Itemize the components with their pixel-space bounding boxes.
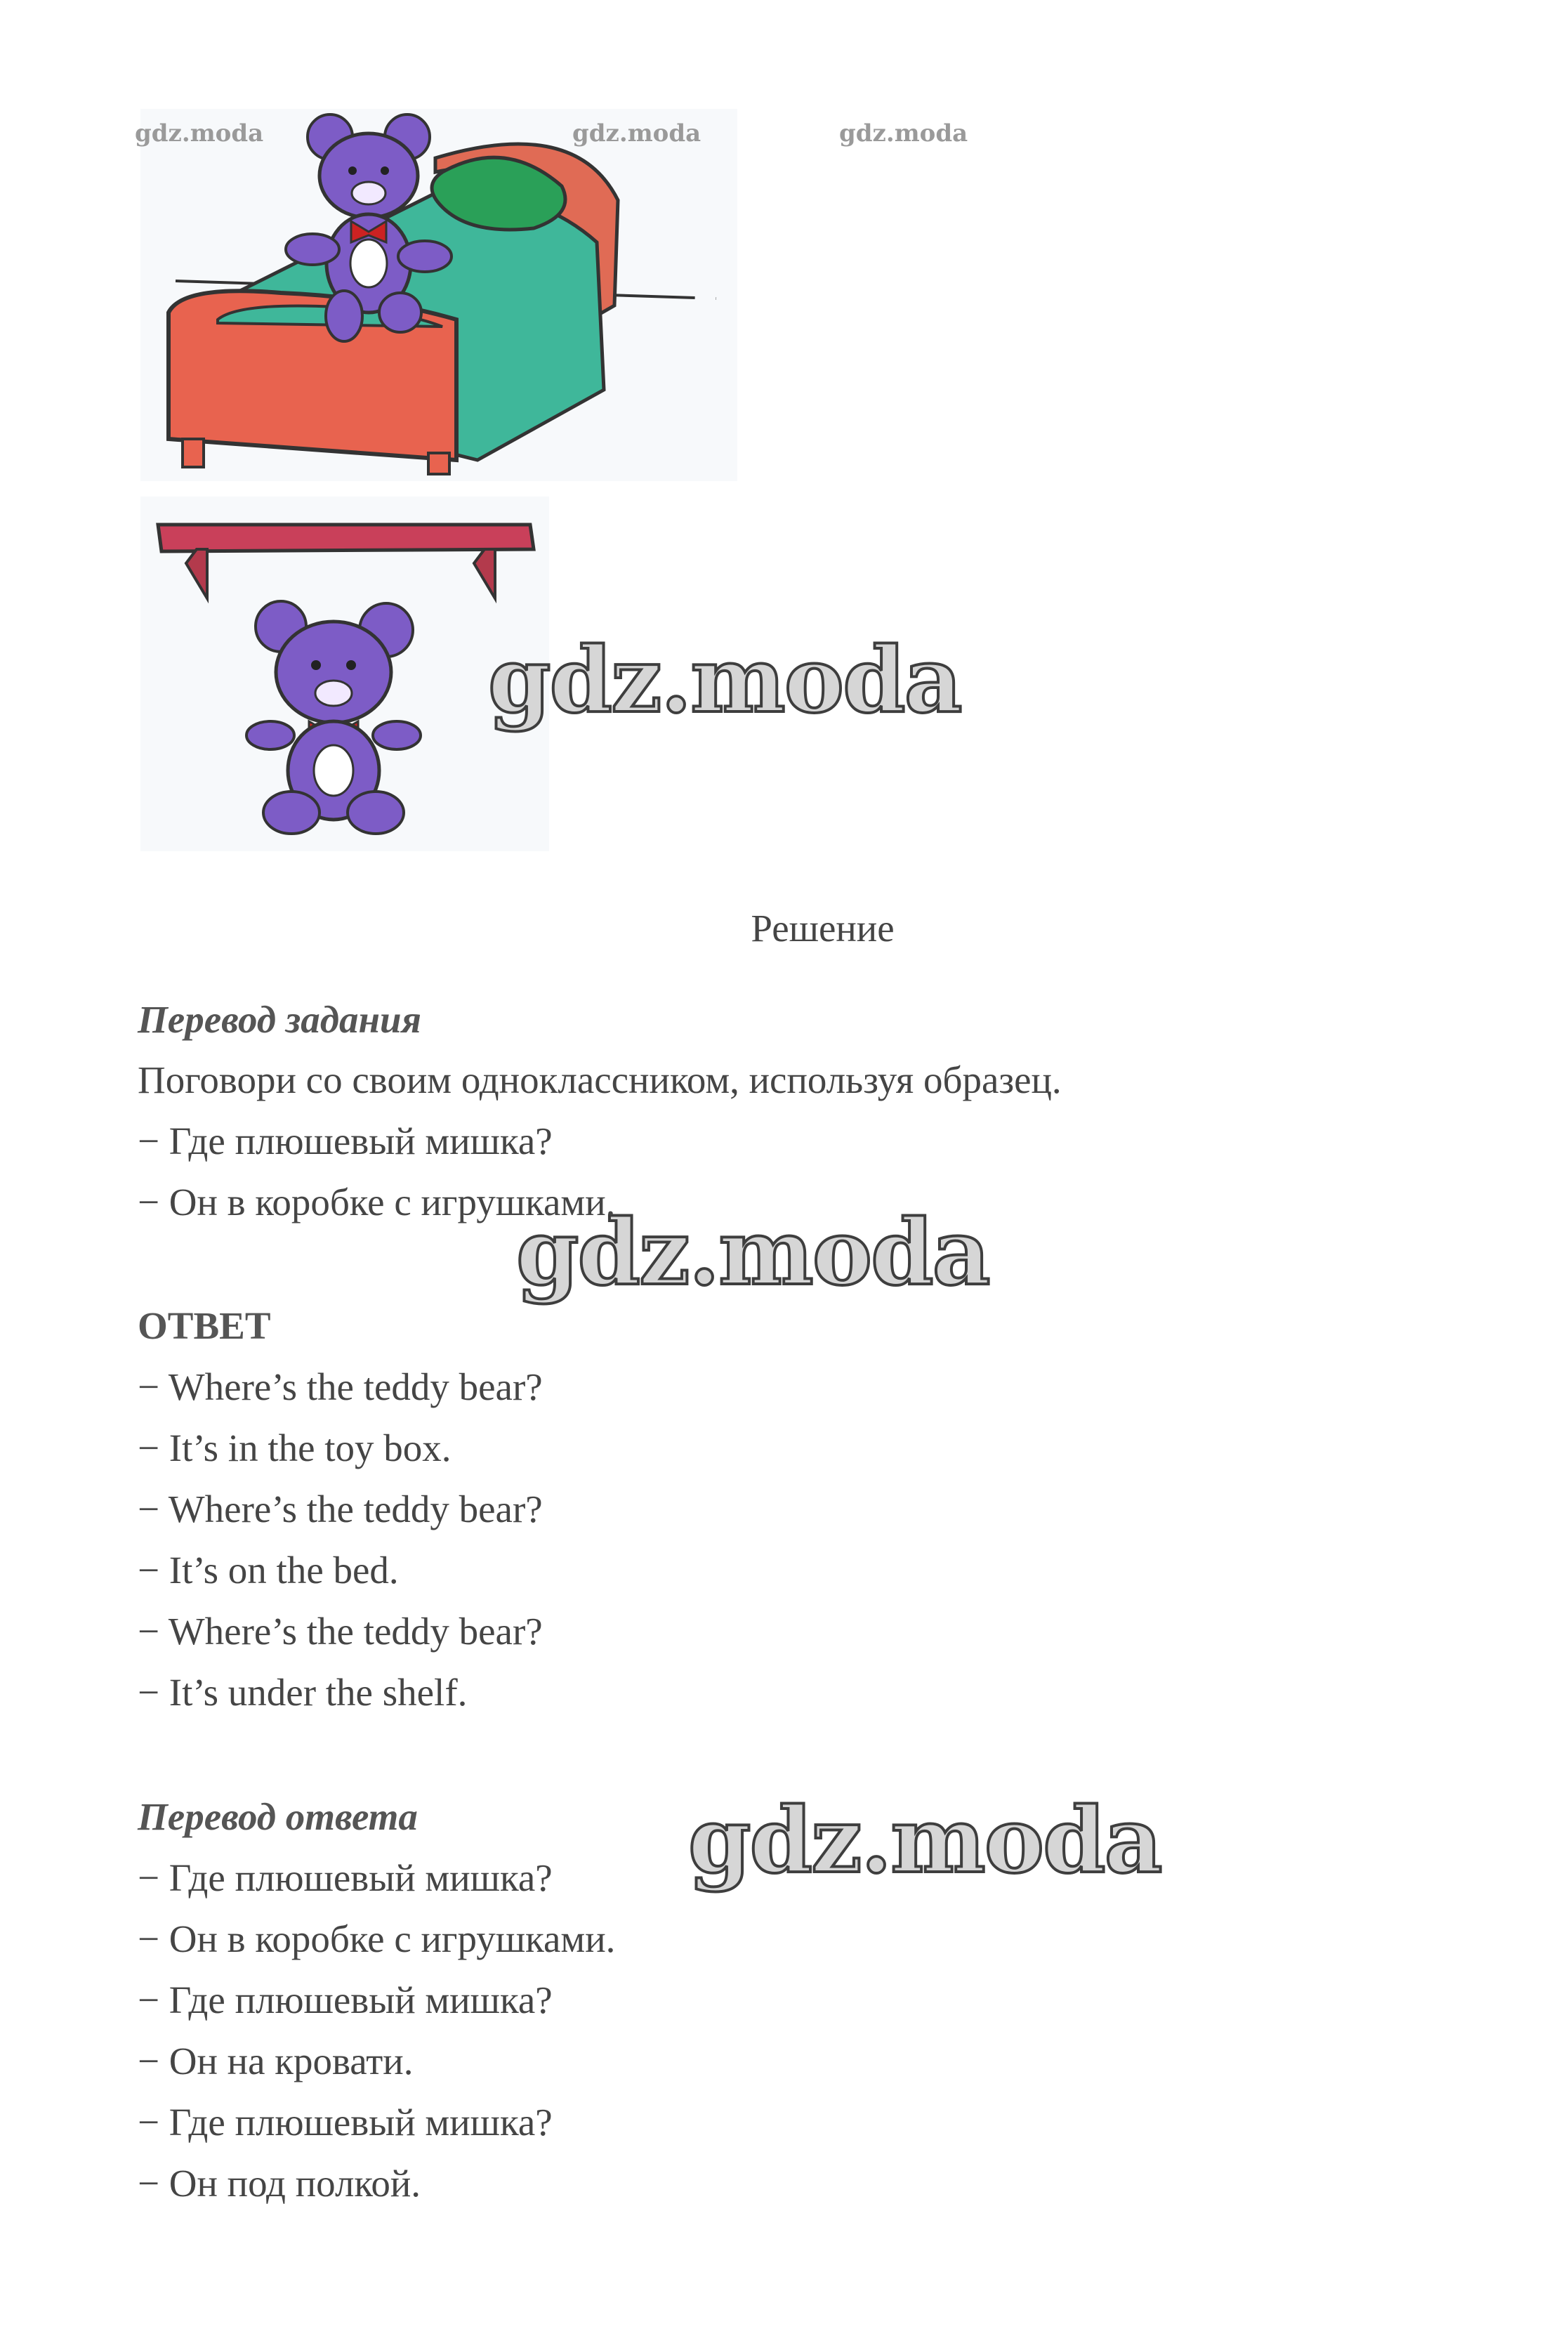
answer-translation-line: − Он в коробке с игрушками.: [138, 1917, 616, 1960]
answer-line: − Where’s the teddy bear?: [138, 1365, 543, 1408]
task-translation-line: Поговори со своим одноклассником, используя образец.: [138, 1058, 1062, 1101]
answer-translation-line: − Он под полкой.: [138, 2162, 421, 2205]
task-translation-line: − Где плюшевый мишка?: [138, 1120, 553, 1162]
watermark-small: gdz.moda: [135, 119, 264, 147]
watermark-large: gdz.moda: [516, 1200, 989, 1306]
watermark-large: gdz.moda: [488, 628, 961, 733]
answer-line: − Where’s the teddy bear?: [138, 1610, 543, 1653]
task-translation-heading: Перевод задания: [138, 998, 421, 1041]
bed-picture: [140, 109, 737, 481]
answer-line: − It’s on the bed.: [138, 1549, 399, 1592]
task-translation-line: − Он в коробке с игрушками.: [138, 1181, 616, 1223]
answer-translation-line: − Где плюшевый мишка?: [138, 1856, 553, 1899]
watermark-small: gdz.moda: [839, 119, 968, 147]
answer-line: − Where’s the teddy bear?: [138, 1488, 543, 1530]
answer-line: − It’s in the toy box.: [138, 1426, 452, 1469]
answer-translation-line: − Он на кровати.: [138, 2040, 414, 2082]
answer-heading: ОТВЕТ: [138, 1304, 271, 1347]
bed-with-teddy-bear-illustration: [140, 109, 737, 481]
answer-line: − It’s under the shelf.: [138, 1671, 468, 1714]
answer-translation-heading: Перевод ответа: [138, 1795, 418, 1838]
solution-title: Решение: [751, 907, 895, 950]
watermark-small: gdz.moda: [572, 119, 701, 147]
answer-translation-line: − Где плюшевый мишка?: [138, 1979, 553, 2021]
watermark-large: gdz.moda: [688, 1788, 1161, 1894]
answer-translation-line: − Где плюшевый мишка?: [138, 2101, 553, 2144]
